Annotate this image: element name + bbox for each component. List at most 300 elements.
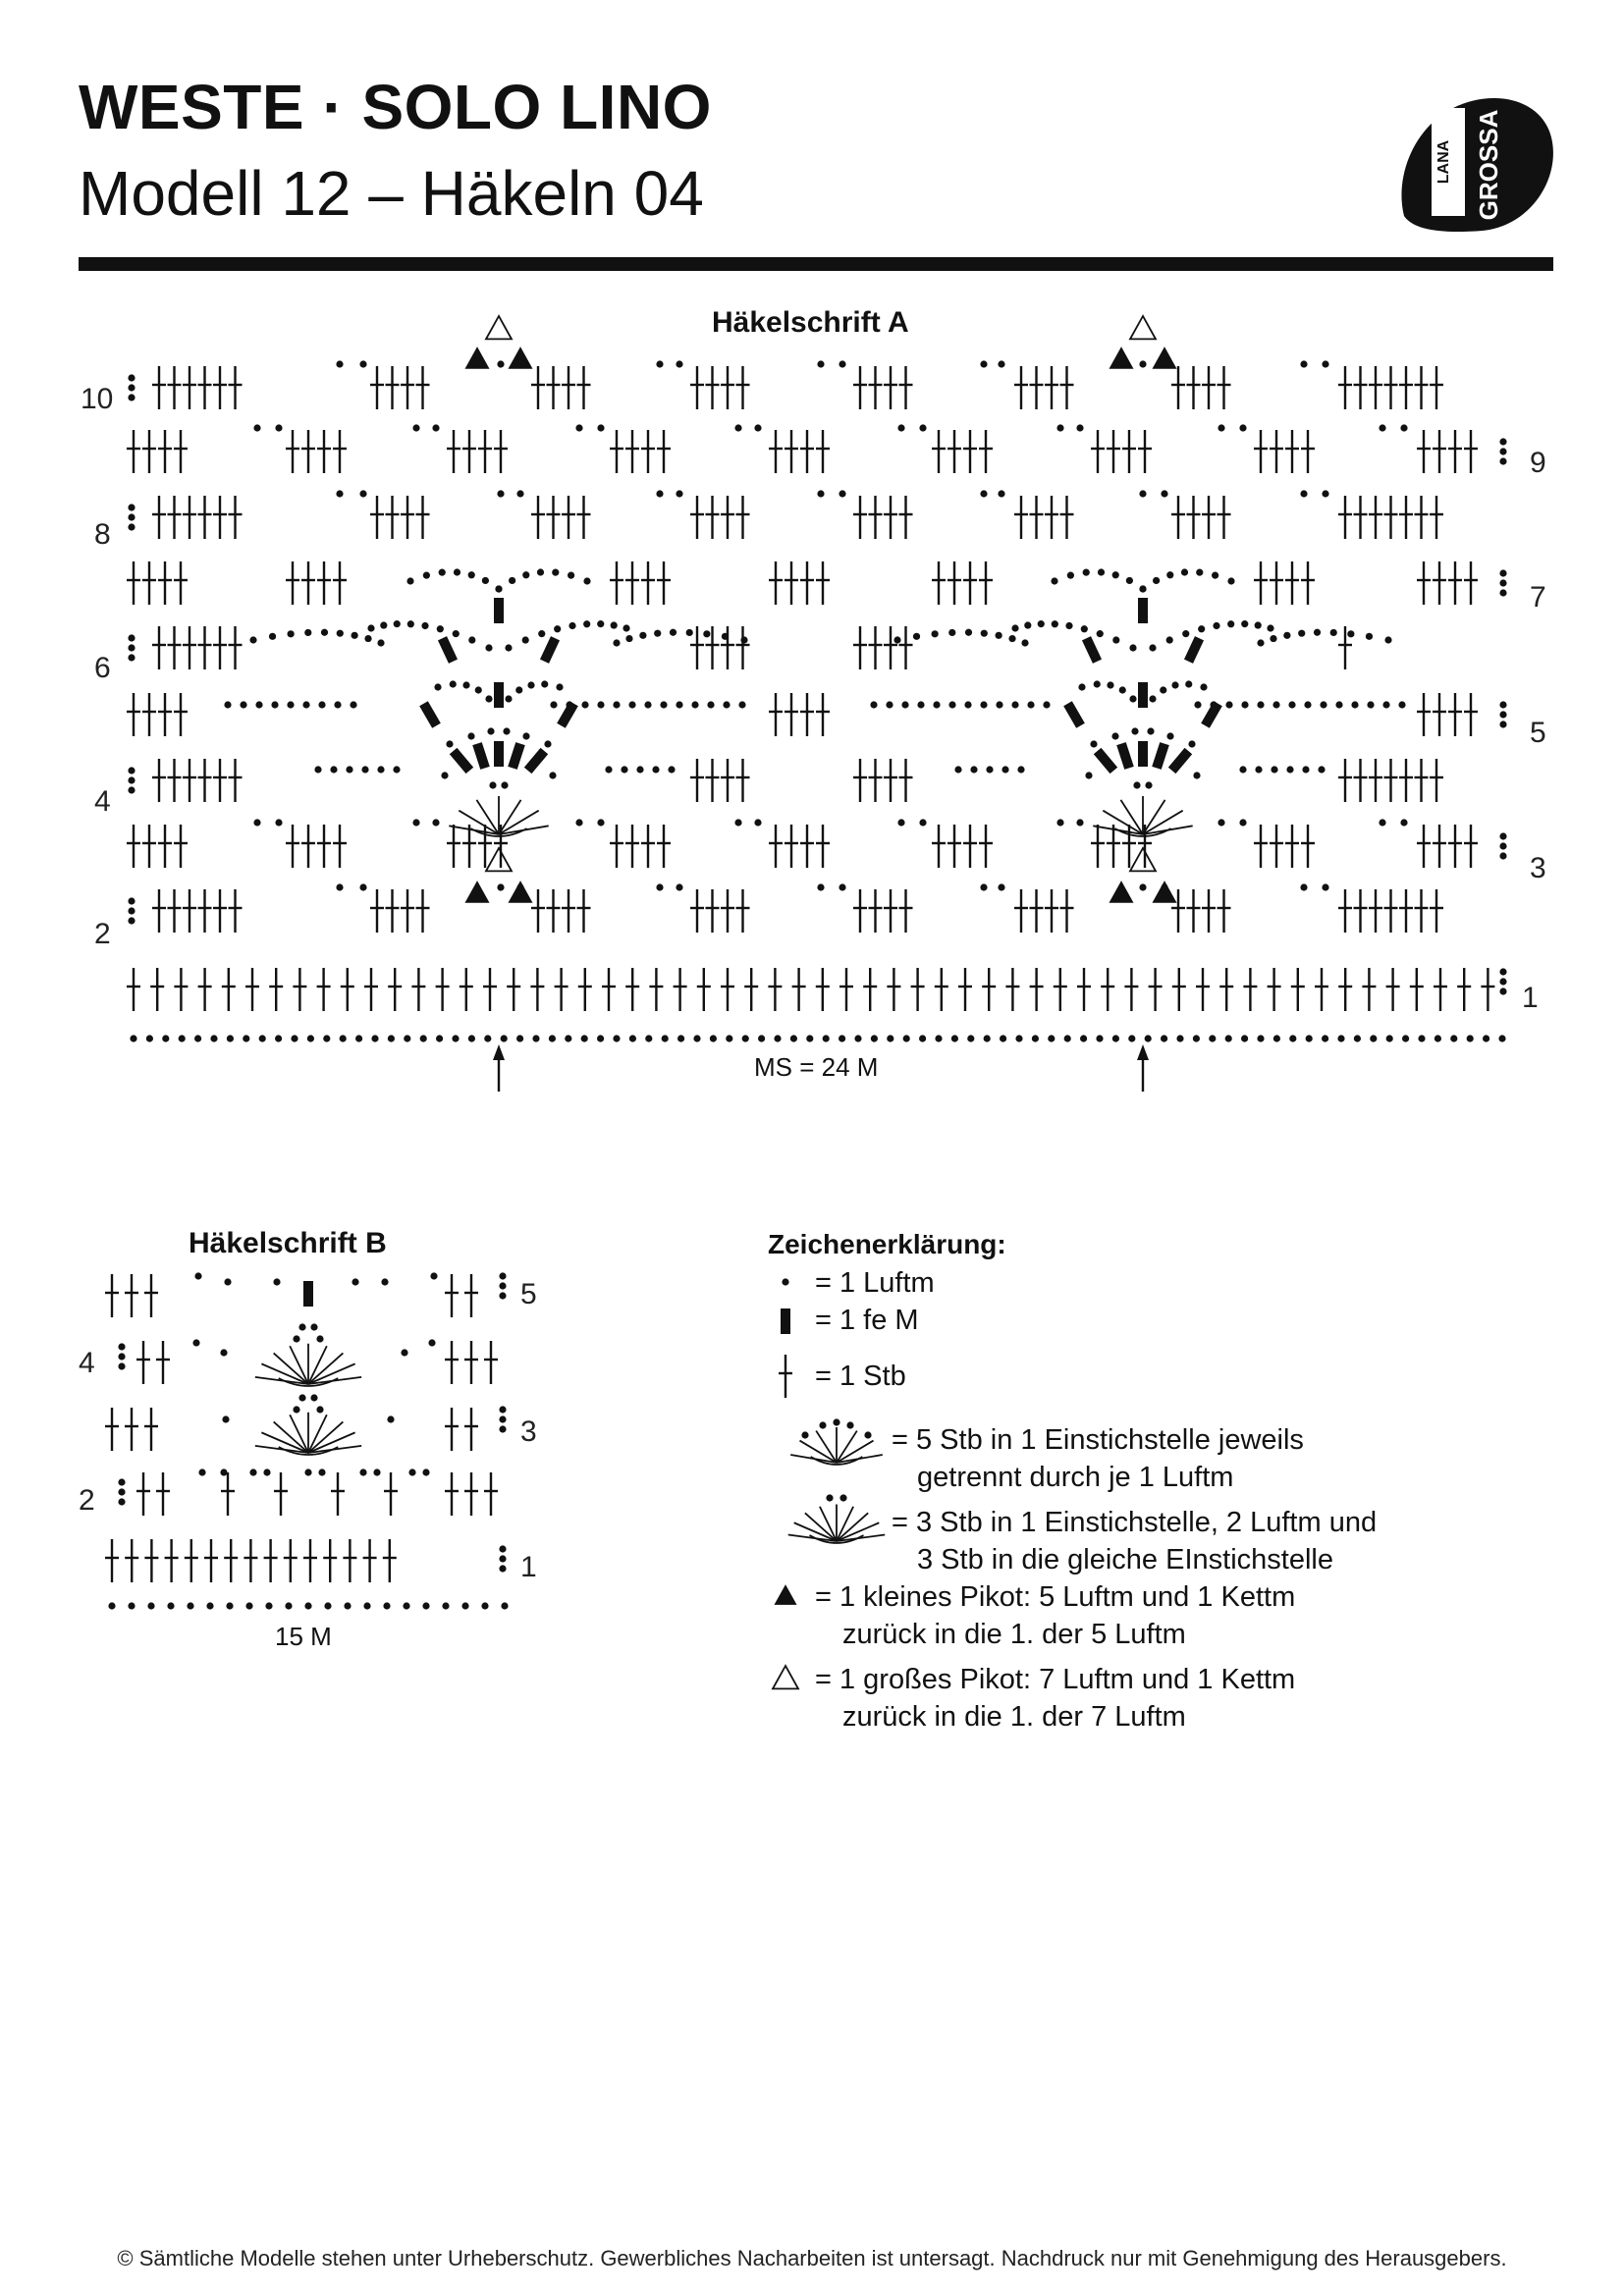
chain-stitch <box>408 1468 415 1475</box>
chain-stitch <box>1239 424 1246 431</box>
chain-stitch <box>1337 1035 1344 1041</box>
chain-arc-stitch <box>1347 630 1354 637</box>
row-label-3: 3 <box>1530 852 1546 884</box>
chain-stitch <box>298 1323 305 1330</box>
chain-stitch <box>1056 424 1063 431</box>
chain-stitch <box>240 701 246 708</box>
shell-stitch <box>308 1415 327 1453</box>
row-label-10: 10 <box>81 383 114 415</box>
chain-stitch <box>754 424 761 431</box>
chain-arc-stitch <box>686 629 693 636</box>
chain-arc-stitch <box>1185 680 1192 687</box>
chain-stitch <box>1379 424 1385 431</box>
chain-stitch <box>1139 490 1146 497</box>
large-picot-icon <box>1130 316 1156 339</box>
shell-stitch <box>499 800 521 834</box>
chain-arc-stitch <box>583 620 590 627</box>
chain-stitch <box>499 1272 506 1279</box>
chain-arc-stitch <box>597 620 604 627</box>
small-picot-icon <box>466 348 488 368</box>
chain-arc-stitch <box>654 630 661 637</box>
legend-shell5-text-2: getrennt durch je 1 Luftm <box>917 1462 1234 1493</box>
chain-stitch <box>381 1278 388 1285</box>
chain-stitch <box>676 360 682 367</box>
chain-stitch <box>980 490 987 497</box>
chain-stitch <box>826 1494 833 1501</box>
chain-stitch <box>499 1282 506 1289</box>
chain-stitch <box>549 772 556 778</box>
chain-arc-stitch <box>364 635 371 642</box>
legend-large-picot-text-1: = 1 großes Pikot: 7 Luftm und 1 Kettm <box>815 1664 1296 1695</box>
chain-stitch <box>1499 569 1506 576</box>
page-subtitle: Modell 12 – Häkeln 04 <box>79 158 704 229</box>
chain-stitch <box>273 1278 280 1285</box>
chain-arc-stitch <box>538 630 545 637</box>
row-label-4: 4 <box>94 785 111 818</box>
sc-stitch <box>1063 701 1085 728</box>
shell-stitch <box>476 800 499 834</box>
chain-stitch <box>383 1602 390 1609</box>
chain-stitch <box>801 1431 808 1438</box>
chain-stitch <box>128 513 135 520</box>
chain-arc-stitch <box>1149 695 1156 702</box>
chain-stitch <box>1085 772 1092 778</box>
chain-stitch <box>1499 988 1506 994</box>
chain-stitch <box>194 1035 201 1041</box>
chain-stitch <box>1241 701 1248 708</box>
chain-stitch <box>336 490 343 497</box>
chain-stitch <box>147 1602 154 1609</box>
chain-arc-stitch <box>554 625 561 632</box>
chain-stitch <box>162 1035 169 1041</box>
chain-stitch <box>901 701 908 708</box>
sc-stitch <box>1201 701 1222 728</box>
chain-stitch <box>422 1602 429 1609</box>
chain-stitch <box>1161 1035 1167 1041</box>
chain-stitch <box>897 424 904 431</box>
small-picot-icon <box>1154 882 1175 902</box>
chain-stitch <box>501 781 508 788</box>
chain-stitch <box>1225 1035 1232 1041</box>
chain-arc-stitch <box>421 622 428 629</box>
chain-stitch <box>446 740 453 747</box>
chain-stitch <box>597 819 604 826</box>
sc-stitch <box>1138 682 1148 708</box>
chain-stitch <box>304 1468 311 1475</box>
sc-stitch <box>450 748 473 774</box>
chain-stitch <box>243 1035 249 1041</box>
chain-stitch <box>662 1035 669 1041</box>
chain-stitch <box>986 766 993 773</box>
chain-stitch <box>1386 1035 1393 1041</box>
chain-arc-stitch <box>527 681 534 688</box>
chain-stitch <box>1193 772 1200 778</box>
chain-stitch <box>1499 978 1506 985</box>
chain-stitch <box>253 819 260 826</box>
chain-stitch <box>497 360 504 367</box>
chain-arc-stitch <box>1196 569 1203 576</box>
chain-stitch <box>187 1602 193 1609</box>
chain-stitch <box>1096 1035 1103 1041</box>
chain-stitch <box>128 786 135 793</box>
chain-stitch <box>1133 781 1140 788</box>
chain-stitch <box>222 1415 229 1422</box>
chain-stitch <box>597 1035 604 1041</box>
chain-arc-stitch <box>505 695 512 702</box>
chain-stitch <box>846 1421 853 1428</box>
chain-stitch <box>817 360 824 367</box>
chain-stitch <box>1257 701 1264 708</box>
chain-arc-stitch <box>380 621 387 628</box>
chain-stitch <box>1499 579 1506 586</box>
chain-stitch <box>1300 360 1307 367</box>
chain-stitch <box>919 1035 926 1041</box>
chain-stitch <box>1056 819 1063 826</box>
chain-stitch <box>903 1035 910 1041</box>
legend-shell3-text-1: = 3 Stb in 1 Einstichstelle, 2 Luftm und <box>892 1507 1378 1538</box>
chain-stitch <box>1194 701 1201 708</box>
chain-arc-stitch <box>552 569 559 576</box>
chain-stitch <box>401 1349 407 1356</box>
legend-sc-text: = 1 fe M <box>815 1305 919 1336</box>
chain-arc-stitch <box>434 683 441 690</box>
chain-stitch <box>516 490 523 497</box>
chain-stitch <box>359 1468 366 1475</box>
chain-stitch <box>1322 360 1328 367</box>
legend-chain-text: = 1 Luftm <box>815 1267 935 1299</box>
legend-chain-icon <box>782 1278 788 1285</box>
sc-stitch <box>524 748 548 774</box>
chain-stitch <box>428 1339 435 1346</box>
chain-arc-stitch <box>462 681 469 688</box>
chain-stitch <box>1300 883 1307 890</box>
chain-stitch <box>359 490 366 497</box>
chain-stitch <box>259 1035 266 1041</box>
sc-stitch <box>508 742 525 770</box>
chain-arc-stitch <box>948 629 955 636</box>
large-picot-icon <box>486 316 512 339</box>
chain-arc-stitch <box>932 630 939 637</box>
chain-stitch <box>734 424 741 431</box>
chain-arc-stitch <box>495 585 502 592</box>
chain-stitch <box>613 1035 620 1041</box>
chain-stitch <box>676 701 682 708</box>
chain-stitch <box>302 701 309 708</box>
chain-arc-stitch <box>1083 569 1090 576</box>
chain-arc-stitch <box>352 632 358 639</box>
chain-arc-stitch <box>611 621 618 628</box>
chain-stitch <box>255 701 262 708</box>
chain-stitch <box>489 781 496 788</box>
chain-stitch <box>1043 701 1050 708</box>
shell-stitch <box>1143 800 1165 834</box>
chain-stitch <box>1015 1035 1022 1041</box>
chain-arc-stitch <box>321 629 328 636</box>
large-picot-icon <box>486 848 512 871</box>
chain-arc-stitch <box>913 633 920 640</box>
chain-stitch <box>644 701 651 708</box>
chain-arc-stitch <box>1038 620 1045 627</box>
chain-stitch <box>1271 766 1277 773</box>
chain-stitch <box>314 766 321 773</box>
chart-b-title: Häkelschrift B <box>189 1227 387 1259</box>
chain-arc-stitch <box>1200 683 1207 690</box>
chain-stitch <box>387 1415 394 1422</box>
chain-stitch <box>1354 1035 1361 1041</box>
chain-stitch <box>839 1494 846 1501</box>
chain-arc-stitch <box>505 644 512 651</box>
chain-stitch <box>310 1394 317 1401</box>
chain-stitch <box>1076 424 1083 431</box>
chart-b-row-label-2: 2 <box>79 1484 95 1517</box>
chain-stitch <box>468 1035 475 1041</box>
chain-stitch <box>806 1035 813 1041</box>
chain-stitch <box>497 490 504 497</box>
chain-stitch <box>373 1468 380 1475</box>
chain-stitch <box>1288 701 1295 708</box>
width-label: 15 M <box>275 1622 332 1651</box>
repeat-label: MS = 24 M <box>754 1052 879 1082</box>
chain-stitch <box>1011 701 1018 708</box>
chain-arc-stitch <box>1198 625 1205 632</box>
chain-arc-stitch <box>981 630 988 637</box>
sc-stitch <box>1116 742 1134 770</box>
chain-stitch <box>128 523 135 530</box>
chain-stitch <box>964 701 971 708</box>
chain-arc-stitch <box>1008 635 1015 642</box>
chain-stitch <box>128 504 135 510</box>
chain-stitch <box>933 701 940 708</box>
chain-stitch <box>854 1035 861 1041</box>
chain-stitch <box>227 1035 234 1041</box>
chain-arc-stitch <box>1257 639 1264 646</box>
chain-arc-stitch <box>1112 636 1119 643</box>
chain-arc-stitch <box>1067 572 1074 579</box>
chain-stitch <box>310 1323 317 1330</box>
chain-stitch <box>1499 438 1506 445</box>
chain-stitch <box>377 766 384 773</box>
chain-stitch <box>1467 1035 1474 1041</box>
chain-stitch <box>316 1406 323 1413</box>
chain-arc-stitch <box>1366 633 1373 640</box>
chain-stitch <box>271 701 278 708</box>
chain-stitch <box>499 1415 506 1422</box>
chain-arc-stitch <box>1112 571 1119 578</box>
chain-stitch <box>597 701 604 708</box>
chain-stitch <box>1218 424 1224 431</box>
chain-stitch <box>1257 1035 1264 1041</box>
chain-arc-stitch <box>509 577 515 584</box>
chain-stitch <box>432 424 439 431</box>
large-picot-icon <box>773 1666 798 1688</box>
chain-stitch <box>118 1343 125 1350</box>
chain-stitch <box>1239 819 1246 826</box>
chain-arc-stitch <box>269 633 276 640</box>
chain-stitch <box>581 701 588 708</box>
chain-stitch <box>774 1035 781 1041</box>
chain-stitch <box>497 883 504 890</box>
chain-stitch <box>499 1425 506 1432</box>
legend-dc-text: = 1 Stb <box>815 1361 906 1392</box>
chain-arc-stitch <box>1227 620 1234 627</box>
chain-stitch <box>621 766 627 773</box>
chain-arc-stitch <box>625 635 632 642</box>
legend-title: Zeichenerklärung: <box>768 1229 1006 1259</box>
chain-stitch <box>363 1602 370 1609</box>
chain-arc-stitch <box>1094 680 1101 687</box>
chain-stitch <box>656 360 663 367</box>
chain-arc-stitch <box>1051 577 1057 584</box>
chain-stitch <box>691 701 698 708</box>
chart-b-row-label-3: 3 <box>520 1415 537 1448</box>
chain-arc-stitch <box>893 636 900 643</box>
chain-stitch <box>605 766 612 773</box>
chain-stitch <box>935 1035 942 1041</box>
row-label-7: 7 <box>1530 581 1546 614</box>
chain-stitch <box>645 1035 652 1041</box>
chain-stitch <box>951 1035 958 1041</box>
chain-stitch <box>1499 589 1506 596</box>
chain-arc-stitch <box>1107 681 1113 688</box>
chain-stitch <box>118 1353 125 1360</box>
chain-stitch <box>1382 701 1389 708</box>
chain-arc-stitch <box>1182 630 1189 637</box>
chain-stitch <box>693 1035 700 1041</box>
shell-stitch <box>308 1346 327 1384</box>
chain-arc-stitch <box>1298 630 1305 637</box>
chain-stitch <box>1306 1035 1313 1041</box>
chain-stitch <box>550 701 557 708</box>
chain-stitch <box>628 701 635 708</box>
chain-stitch <box>581 1035 588 1041</box>
chain-stitch <box>1320 701 1326 708</box>
chain-stitch <box>723 701 730 708</box>
chain-stitch <box>677 1035 684 1041</box>
chain-arc-stitch <box>439 569 446 576</box>
chain-stitch <box>1335 701 1342 708</box>
chain-stitch <box>436 1035 443 1041</box>
chain-stitch <box>318 1468 325 1475</box>
chain-stitch <box>499 1555 506 1562</box>
chain-arc-stitch <box>537 568 544 575</box>
chain-stitch <box>499 1292 506 1299</box>
chain-stitch <box>1272 701 1279 708</box>
shell-stitch <box>837 1507 853 1541</box>
chain-stitch <box>1139 360 1146 367</box>
chain-stitch <box>1239 766 1246 773</box>
chain-stitch <box>668 766 675 773</box>
chain-arc-stitch <box>522 571 529 578</box>
shell-stitch <box>820 1507 837 1541</box>
chain-stitch <box>1318 766 1325 773</box>
chain-arc-stitch <box>288 630 295 637</box>
small-picot-icon <box>1154 348 1175 368</box>
chain-arc-stitch <box>1021 639 1028 646</box>
chain-arc-stitch <box>1097 630 1104 637</box>
chain-arc-stitch <box>485 644 492 651</box>
chain-stitch <box>420 1035 427 1041</box>
chain-stitch <box>886 701 893 708</box>
chain-stitch <box>629 1035 636 1041</box>
chain-arc-stitch <box>1024 621 1031 628</box>
small-picot-icon <box>510 348 531 368</box>
chain-stitch <box>817 883 824 890</box>
sc-stitch <box>438 636 458 664</box>
chain-stitch <box>839 360 845 367</box>
chain-stitch <box>499 1406 506 1413</box>
chain-stitch <box>839 883 845 890</box>
chain-stitch <box>210 1035 217 1041</box>
chain-stitch <box>839 1035 845 1041</box>
legend-shell3-text-2: 3 Stb in die gleiche EInstichstelle <box>917 1544 1333 1575</box>
chain-stitch <box>481 1602 488 1609</box>
chain-stitch <box>1499 832 1506 839</box>
chain-stitch <box>897 819 904 826</box>
chain-stitch <box>128 394 135 400</box>
chain-stitch <box>118 1498 125 1505</box>
chain-stitch <box>870 701 877 708</box>
chain-stitch <box>336 883 343 890</box>
chain-stitch <box>823 1035 830 1041</box>
chain-stitch <box>487 727 494 734</box>
sc-stitch <box>1152 742 1169 770</box>
chain-stitch <box>430 1272 437 1279</box>
chain-stitch <box>1499 968 1506 975</box>
chain-stitch <box>388 1035 395 1041</box>
chain-stitch <box>224 1278 231 1285</box>
chain-arc-stitch <box>367 624 374 631</box>
chain-stitch <box>275 819 282 826</box>
chain-stitch <box>516 1035 523 1041</box>
chain-arc-stitch <box>1098 568 1105 575</box>
chain-stitch <box>1322 490 1328 497</box>
chain-stitch <box>1302 766 1309 773</box>
chain-stitch <box>265 1602 272 1609</box>
small-picot-icon <box>510 882 531 902</box>
chain-stitch <box>316 1335 323 1342</box>
chain-stitch <box>817 490 824 497</box>
chain-arc-stitch <box>475 686 482 693</box>
chain-stitch <box>1499 721 1506 727</box>
sc-stitch <box>419 701 441 728</box>
chain-stitch <box>1398 701 1405 708</box>
chain-stitch <box>330 766 337 773</box>
chain-stitch <box>1322 883 1328 890</box>
sc-stitch <box>494 598 504 623</box>
chain-stitch <box>575 424 582 431</box>
chain-stitch <box>970 766 977 773</box>
chain-stitch <box>1483 1035 1489 1041</box>
chain-stitch <box>1499 457 1506 464</box>
chain-arc-stitch <box>722 633 729 640</box>
chain-stitch <box>1145 1035 1152 1041</box>
chain-stitch <box>323 1035 330 1041</box>
chain-stitch <box>980 701 987 708</box>
chain-stitch <box>790 1035 797 1041</box>
chain-arc-stitch <box>468 571 475 578</box>
chain-stitch <box>1435 1035 1441 1041</box>
sc-stitch <box>1094 748 1117 774</box>
legend-small-picot-text-1: = 1 kleines Pikot: 5 Luftm und 1 Kettm <box>815 1581 1296 1613</box>
chain-stitch <box>224 701 231 708</box>
chain-stitch <box>984 1035 991 1041</box>
chain-stitch <box>220 1468 227 1475</box>
chain-stitch <box>917 701 924 708</box>
chain-arc-stitch <box>450 680 457 687</box>
row-label-6: 6 <box>94 652 111 684</box>
chain-stitch <box>503 727 510 734</box>
chain-stitch <box>350 701 356 708</box>
